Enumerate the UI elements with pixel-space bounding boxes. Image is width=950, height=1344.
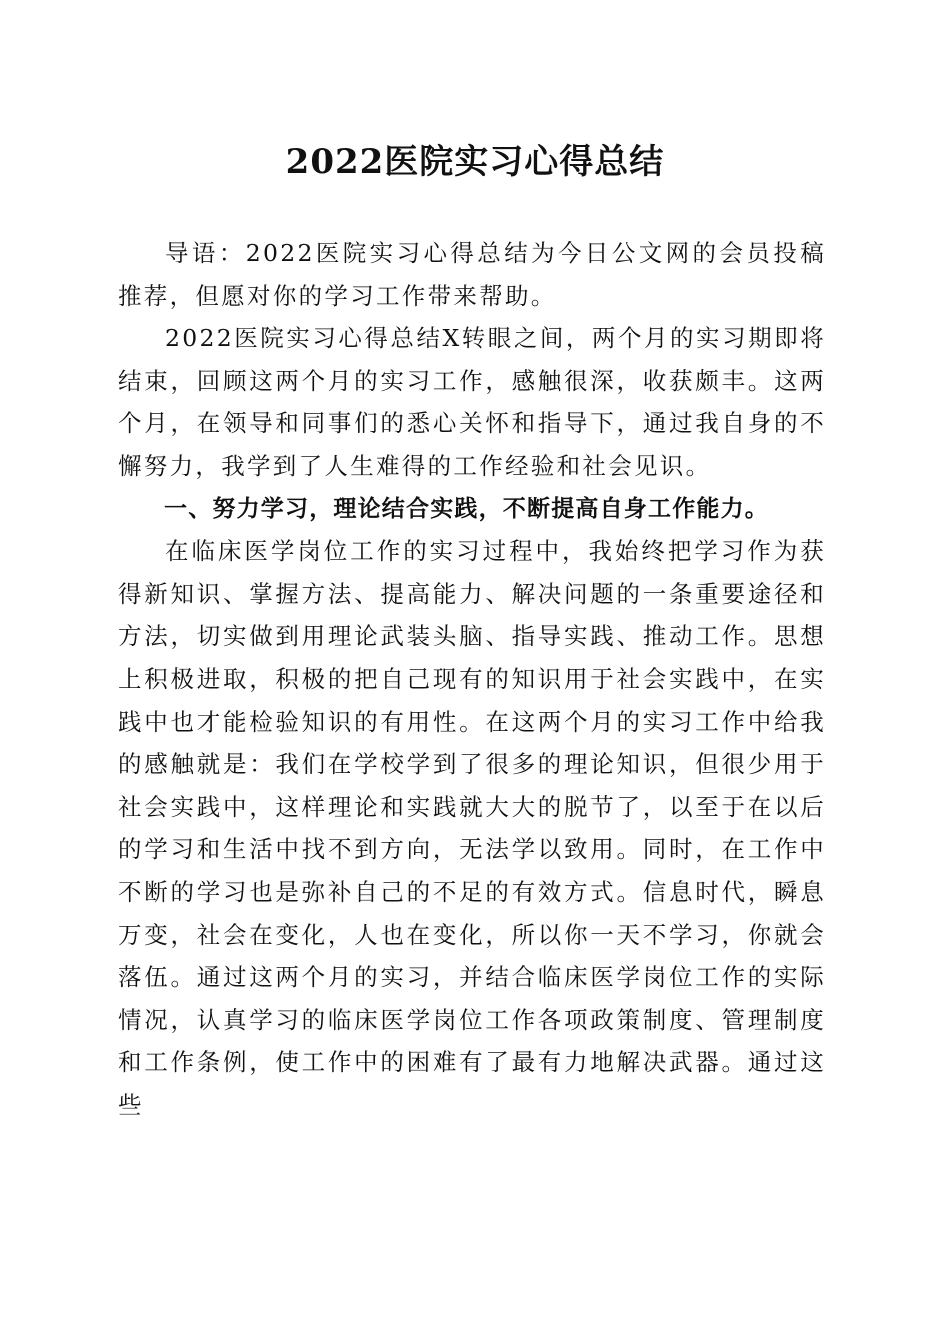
body-paragraph: 在临床医学岗位工作的实习过程中，我始终把学习作为获得新知识、掌握方法、提高能力、解决问题的一条重要途径和方法，切实做到用理论武装头脑、指导实践、推动工作。思想上积极进取，积极的把自己现有的知识用于社会实践中，在实践中也才能检验知识的有用性。在这两个月的实习工作中给我的感触就是：我们在学校学到了很多的理论知识，但很少用于社会实践中，这样理论和实践就大大的脱节了，以至于在以后的学习和生活中找不到方向，无法学以致用。同时，在工作中不断的学习也是弥补自己的不足的有效方式。信息时代，瞬息万变，社会在变化，人也在变化，所以你一天不学习，你就会落伍。通过这两个月的实习，并结合临床医学岗位工作的实际情况，认真学习的临床医学岗位工作各项政策制度、管理制度和工作条例，使工作中的困难有了最有力地解决武器。通过这些 [118,537,826,1119]
section-heading: 一、努力学习，理论结合实践，不断提高自身工作能力。 [164,495,769,522]
document-body [118,232,826,1126]
intro-paragraph: 导语：2022医院实习心得总结为今日公文网的会员投稿推荐，但愿对你的学习工作带来帮助。 [118,239,826,310]
document-title: 2022医院实习心得总结 [285,142,665,182]
opening-paragraph: 2022医院实习心得总结X转眼之间，两个月的实习期即将结束，回顾这两个月的实习工作，感触很深，收获颇丰。这两个月，在领导和同事们的悉心关怀和指导下，通过我自身的不懈努力，我学到了人生难得的工作经验和社会见识。 [118,324,826,480]
